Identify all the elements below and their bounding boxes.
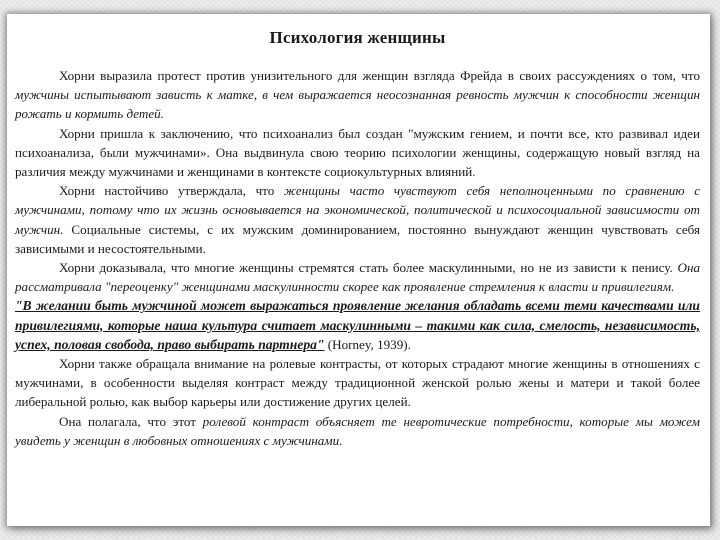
citation: (Horney, 1939). xyxy=(324,336,411,352)
paragraph-5-quote xyxy=(15,296,700,354)
paragraph-7: Она полагала, что этот ролевой контраст объясняет те невротические потребности, которые мы можем увидеть у женщин в любовных отношениях с мужчинами. xyxy=(15,413,701,448)
emphasis-text: мужчины испытывают зависть к матке, в чем выражается неосознанная ревность мужчин к способности женщин рожать и кормить детей. xyxy=(15,87,700,122)
emphasis-text: женщины часто чувствуют себя неполноценными по сравнению с мужчинами, потому что их жизнь основывается на экономической, политической и психосоциальной зависимости от мужчин. xyxy=(15,183,701,237)
slide-page xyxy=(7,14,710,526)
emphasis-text: ролевой контраст объясняет те невротические потребности, которые мы можем увидеть у женщин в любовных отношениях с мужчинами. xyxy=(15,413,701,448)
paragraph-1: Хорни выразила протест против унизительного для женщин взгляда Фрейда в своих рассуждениях о том, что мужчины испытывают зависть к матке, в чем выражается неосознанная ревность мужчин к способности женщин рожать и кормить детей. xyxy=(15,68,700,122)
quote-text: "В желании быть мужчиной может выражаться проявление желания обладать всеми теми качествами или привилегиями, которые наша культура считает маскулинными – такими как сила, смелость, независимость, успех, половая свобода, право выбирать партнера" xyxy=(15,298,700,352)
paragraph-4: Хорни доказывала, что многие женщины стремятся стать более маскулинными, но не из зависти к пенису. Она рассматривала "переоценку" женщинами маскулинности скорее как проявление стремления к власти и привилегиям. xyxy=(15,260,700,295)
emphasis-text: Она рассматривала "переоценку" женщинами маскулинности скорее как проявление стремления к власти и привилегиям. xyxy=(15,260,700,295)
paragraph-3: Хорни настойчиво утверждала, что женщины часто чувствуют себя неполноценными по сравнению с мужчинами, потому что их жизнь основывается на экономической, политической и психосоциальной зависимости от мужчин. Социальные системы, с их мужским доминированием, постоянно вынуждают женщин чувствовать себя зависимыми и несостоятельными. xyxy=(15,183,701,256)
paragraph-2: Хорни пришла к заключению, что психоанализ был создан "мужским гением, и почти все, кто развивал идеи психоанализа, были мужчинами». Она выдвинула свою теорию психологии женщины, содержащую новый взгляд на различия между мужчинами и женщинами в контексте социокультурных влияний. xyxy=(15,125,700,180)
document-body xyxy=(15,66,700,450)
paragraph-6: Хорни также обращала внимание на ролевые контрасты, от которых страдают многие женщины в отношениях с мужчинами, в особенности выделяя контраст между традиционной женской ролью жены и матери и такой более либеральной ролью, как выбор карьеры или достижение других целей. xyxy=(15,356,700,410)
page-title: Психология женщины xyxy=(269,28,446,47)
